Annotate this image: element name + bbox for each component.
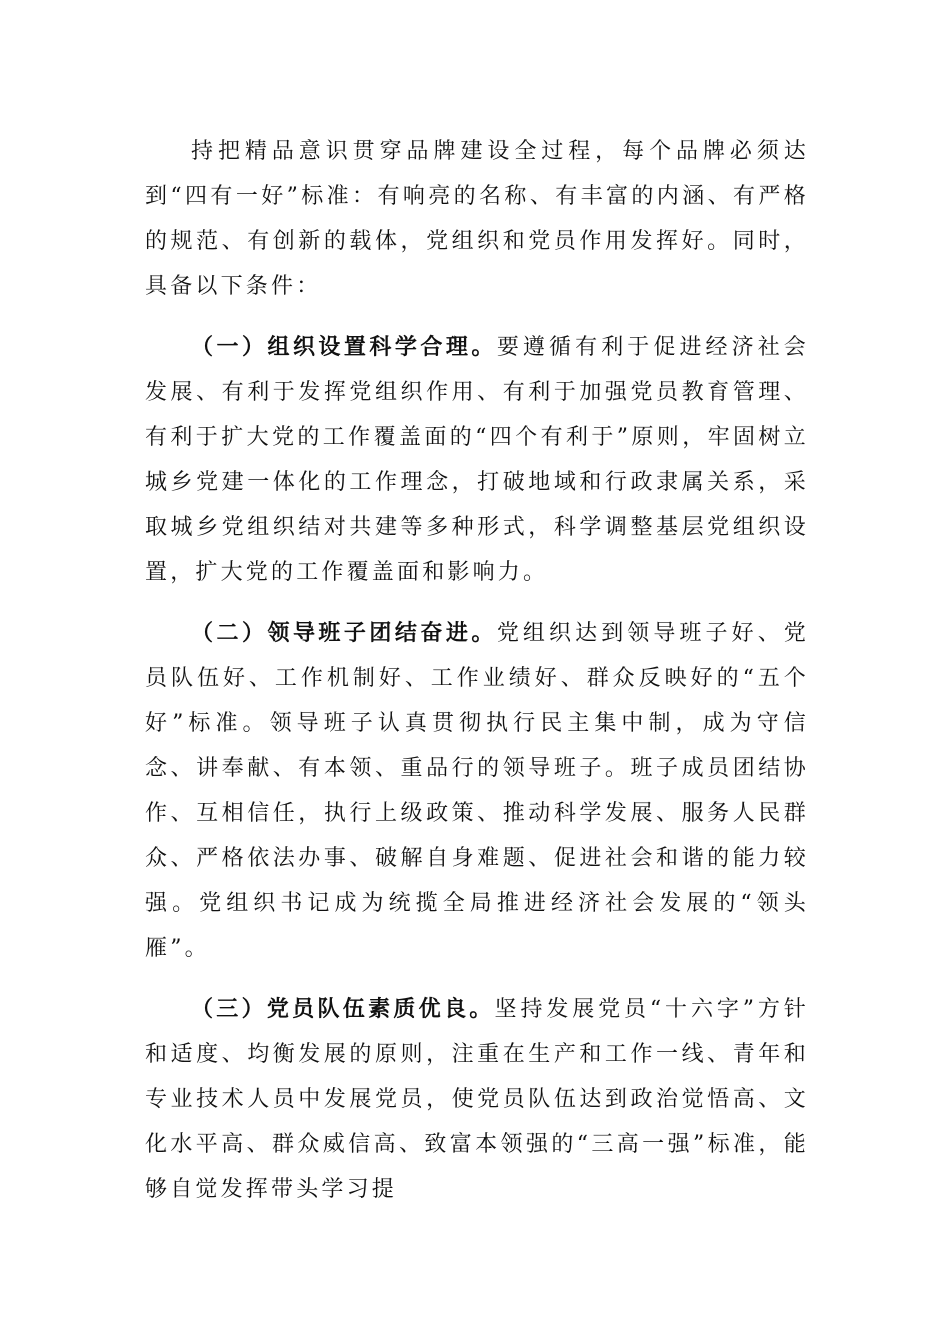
section-1-text: 要遵循有利于促进经济社会发展、有利于发挥党组织作用、有利于加强党员教育管理、有利于扩大党的工作覆盖面的“四个有利于”原则，牢固树立城乡党建一体化的工作理念，打破地域和行政隶属关系，采取城乡党组织结对共建等多种形式，科学调整基层党组织设置，扩大党的工作覆盖面和影响力。 <box>145 335 809 585</box>
section-2-text: 党组织达到领导班子好、党员队伍好、工作机制好、工作业绩好、群众反映好的“五个好”标准。领导班子认真贯彻执行民主集中制，成为守信念、讲奉献、有本领、重品行的领导班子。班子成员团结协作、互相信任，执行上级政策、推动科学发展、服务人民群众、严格依法办事、破解自身难题、促进社会和谐的能力较强。党组织书记成为统揽全局推进经济社会发展的“领头雁”。 <box>145 621 809 961</box>
paragraph-section-3 <box>145 987 809 1212</box>
section-2-heading: （二）领导班子团结奋进。 <box>191 621 497 646</box>
paragraph-intro <box>145 129 809 309</box>
paragraph-section-2 <box>145 611 809 971</box>
section-3-text: 坚持发展党员“十六字”方针和适度、均衡发展的原则，注重在生产和工作一线、青年和专业技术人员中发展党员，使党员队伍达到政治觉悟高、文化水平高、群众威信高、致富本领强的“三高一强”标准，能够自觉发挥带头学习提 <box>145 997 809 1202</box>
section-1-heading: （一）组织设置科学合理。 <box>191 335 497 360</box>
document-body <box>145 129 809 1212</box>
paragraph-section-1 <box>145 325 809 595</box>
section-3-heading: （三）党员队伍素质优良。 <box>191 997 495 1022</box>
paragraph-intro-text: 持把精品意识贯穿品牌建设全过程，每个品牌必须达到“四有一好”标准：有响亮的名称、有丰富的内涵、有严格的规范、有创新的载体，党组织和党员作用发挥好。同时，具备以下条件： <box>145 139 809 299</box>
